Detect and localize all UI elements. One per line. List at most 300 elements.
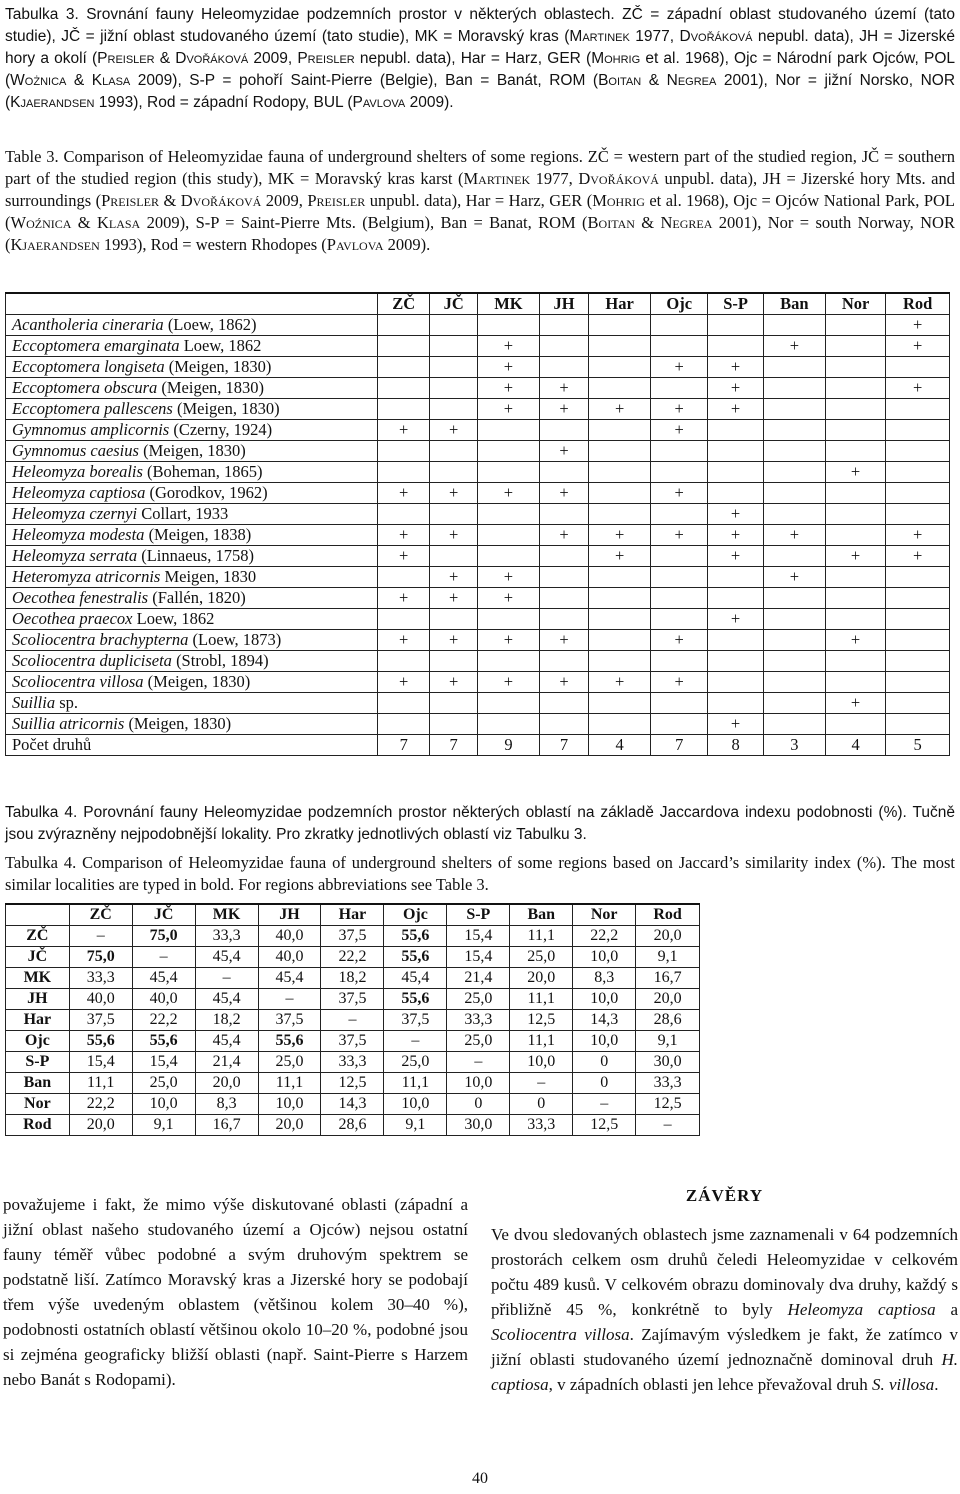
presence-cell [539, 336, 588, 357]
similarity-cell: 12,5 [573, 1115, 636, 1136]
presence-cell: + [378, 525, 430, 546]
presence-cell: + [825, 630, 885, 651]
presence-cell [378, 609, 430, 630]
presence-cell [825, 420, 885, 441]
presence-cell [430, 315, 478, 336]
presence-cell [763, 609, 825, 630]
presence-cell: + [651, 525, 708, 546]
presence-cell [763, 441, 825, 462]
similarity-cell: 37,5 [321, 989, 384, 1010]
species-name: Eccoptomera obscura [12, 378, 158, 397]
species-name: Heleomyza serrata [12, 546, 138, 565]
similarity-cell: – [510, 1073, 573, 1094]
species-name-cell [6, 315, 378, 336]
total-label: Počet druhů [6, 735, 378, 756]
presence-cell [886, 462, 950, 483]
similarity-cell: 11,1 [510, 1031, 573, 1052]
presence-cell [378, 315, 430, 336]
presence-cell [651, 504, 708, 525]
species-table [5, 292, 950, 756]
similarity-cell: 75,0 [132, 926, 195, 947]
presence-cell: + [825, 462, 885, 483]
similarity-cell: 20,0 [510, 968, 573, 989]
similarity-cell: 55,6 [258, 1031, 321, 1052]
presence-cell [651, 378, 708, 399]
presence-cell [430, 714, 478, 735]
presence-cell [378, 399, 430, 420]
presence-cell: + [430, 483, 478, 504]
table-row [6, 588, 950, 609]
presence-cell [825, 651, 885, 672]
column-header: MK [477, 293, 539, 315]
species-name: Eccoptomera pallescens [12, 399, 173, 418]
similarity-cell: – [447, 1052, 510, 1073]
species-name: Acantholeria cineraria [12, 315, 164, 334]
presence-cell [378, 714, 430, 735]
row-header: Nor [6, 1094, 70, 1115]
similarity-cell: 12,5 [636, 1094, 700, 1115]
species-author: Loew, 1862 [132, 609, 215, 628]
presence-cell: + [651, 672, 708, 693]
presence-cell [651, 651, 708, 672]
presence-cell: + [886, 315, 950, 336]
presence-cell [651, 546, 708, 567]
species-author: (Meigen, 1830) [172, 399, 280, 418]
presence-cell [763, 462, 825, 483]
presence-cell [886, 714, 950, 735]
presence-cell: + [477, 399, 539, 420]
row-header: Ojc [6, 1031, 70, 1052]
species-name: Oecothea praecox [12, 609, 133, 628]
similarity-cell: 25,0 [447, 989, 510, 1010]
table-row [6, 336, 950, 357]
presence-cell [539, 546, 588, 567]
presence-cell: + [708, 504, 764, 525]
presence-cell [708, 441, 764, 462]
presence-cell [430, 462, 478, 483]
presence-cell [539, 462, 588, 483]
total-cell: 7 [378, 735, 430, 756]
table-row [6, 357, 950, 378]
similarity-cell: 33,3 [636, 1073, 700, 1094]
species-name-cell [6, 525, 378, 546]
presence-cell: + [378, 483, 430, 504]
presence-cell [825, 567, 885, 588]
similarity-cell: 9,1 [384, 1115, 447, 1136]
similarity-cell: 55,6 [384, 926, 447, 947]
presence-cell: + [477, 336, 539, 357]
total-cell: 7 [430, 735, 478, 756]
presence-cell: + [763, 567, 825, 588]
similarity-cell: 10,0 [573, 947, 636, 968]
species-name-cell [6, 672, 378, 693]
species-name-cell [6, 441, 378, 462]
species-name: Heleomyza captiosa [12, 483, 146, 502]
presence-cell [651, 315, 708, 336]
species-name-cell [6, 336, 378, 357]
presence-cell [539, 357, 588, 378]
presence-cell [477, 609, 539, 630]
table-row [6, 525, 950, 546]
presence-cell: + [886, 546, 950, 567]
column-header: Har [321, 904, 384, 926]
presence-cell [708, 315, 764, 336]
conclusion-heading: ZÁVĚRY [685, 1186, 764, 1205]
species-name: Scoliocentra dupliciseta [12, 651, 172, 670]
presence-cell [825, 399, 885, 420]
similarity-cell: 33,3 [195, 926, 258, 947]
presence-cell: + [430, 420, 478, 441]
presence-cell: + [589, 672, 651, 693]
similarity-cell: 37,5 [321, 1031, 384, 1052]
column-header: ZČ [69, 904, 132, 926]
similarity-cell: 33,3 [321, 1052, 384, 1073]
presence-cell [477, 315, 539, 336]
presence-cell: + [708, 546, 764, 567]
species-author: (Fallén, 1820) [148, 588, 246, 607]
table-row [6, 609, 950, 630]
similarity-cell: 40,0 [258, 926, 321, 947]
presence-cell [763, 672, 825, 693]
presence-cell: + [378, 420, 430, 441]
similarity-cell: 45,4 [195, 1031, 258, 1052]
presence-cell [886, 651, 950, 672]
similarity-cell: 0 [573, 1052, 636, 1073]
similarity-cell: 14,3 [321, 1094, 384, 1115]
similarity-cell: 10,0 [258, 1094, 321, 1115]
presence-cell [763, 483, 825, 504]
table-row [6, 693, 950, 714]
species-author: (Linnaeus, 1758) [137, 546, 254, 565]
header-blank [6, 293, 378, 315]
column-header: JH [539, 293, 588, 315]
total-cell: 7 [539, 735, 588, 756]
table-row [6, 399, 950, 420]
jaccard-table [5, 903, 700, 1136]
similarity-cell: – [573, 1094, 636, 1115]
presence-cell: + [477, 483, 539, 504]
species-name-cell [6, 588, 378, 609]
species-author: (Loew, 1862) [163, 315, 257, 334]
similarity-cell: – [69, 926, 132, 947]
species-name-cell [6, 567, 378, 588]
total-cell: 4 [825, 735, 885, 756]
species-name-cell [6, 420, 378, 441]
species-author: (Meigen, 1838) [144, 525, 252, 544]
presence-cell: + [539, 441, 588, 462]
species-name: Suillia atricornis [12, 714, 125, 733]
presence-cell [886, 357, 950, 378]
presence-cell: + [589, 525, 651, 546]
row-header: MK [6, 968, 70, 989]
similarity-cell: 75,0 [69, 947, 132, 968]
presence-cell: + [539, 630, 588, 651]
presence-cell [477, 651, 539, 672]
similarity-cell: 20,0 [636, 989, 700, 1010]
presence-cell: + [477, 378, 539, 399]
similarity-cell: 33,3 [447, 1010, 510, 1031]
presence-cell [539, 315, 588, 336]
presence-cell [589, 483, 651, 504]
similarity-cell: 37,5 [321, 926, 384, 947]
presence-cell [763, 357, 825, 378]
presence-cell [708, 672, 764, 693]
similarity-cell: 11,1 [510, 926, 573, 947]
presence-cell [825, 378, 885, 399]
presence-cell [430, 336, 478, 357]
similarity-cell: 20,0 [195, 1073, 258, 1094]
presence-cell: + [430, 588, 478, 609]
presence-cell: + [651, 399, 708, 420]
presence-cell [825, 357, 885, 378]
table-row [6, 1094, 700, 1115]
presence-cell: + [378, 672, 430, 693]
presence-cell: + [886, 336, 950, 357]
species-author: (Meigen, 1830) [124, 714, 232, 733]
similarity-cell: 45,4 [258, 968, 321, 989]
presence-cell [708, 693, 764, 714]
species-name-cell [6, 546, 378, 567]
presence-cell: + [477, 672, 539, 693]
presence-cell: + [825, 546, 885, 567]
species-author: (Meigen, 1830) [138, 441, 246, 460]
presence-cell [886, 441, 950, 462]
total-cell: 8 [708, 735, 764, 756]
species-name: Eccoptomera emarginata [12, 336, 180, 355]
similarity-cell: 33,3 [510, 1115, 573, 1136]
similarity-cell: 9,1 [636, 947, 700, 968]
species-name: Gymnomus caesius [12, 441, 139, 460]
presence-cell: + [477, 630, 539, 651]
species-name-cell [6, 609, 378, 630]
species-author: sp. [55, 693, 79, 712]
presence-cell: + [708, 399, 764, 420]
presence-cell [763, 714, 825, 735]
similarity-cell: 37,5 [69, 1010, 132, 1031]
table-row [6, 441, 950, 462]
column-header: Ojc [651, 293, 708, 315]
presence-cell: + [886, 525, 950, 546]
column-header: Nor [825, 293, 885, 315]
presence-cell [651, 588, 708, 609]
presence-cell [825, 588, 885, 609]
presence-cell [539, 651, 588, 672]
species-name-cell [6, 714, 378, 735]
presence-cell [763, 546, 825, 567]
presence-cell: + [430, 630, 478, 651]
discussion-paragraph: považujeme i fakt, že mimo výše diskutované oblasti (západní a jižní oblast našeho studovaného území a Ojców) nejsou ostatní fauny téměř vůbec podobné a svým druhovým spektrem se podstatně liší. Zatímco Moravský kras a Jizerské hory se podobají třem výše uvedeným oblastem (většinou kolem 30–40 %), podobnosti ostatních oblastí většinou okolo 10–20 %, podobné jsou si zejména geograficky bližší oblasti (např. Saint-Pierre s Harzem nebo Banát s Rodopami). [3, 1195, 468, 1389]
presence-cell [886, 567, 950, 588]
species-name-cell [6, 462, 378, 483]
presence-cell: + [539, 672, 588, 693]
table-row [6, 947, 700, 968]
presence-cell: + [886, 378, 950, 399]
similarity-cell: 11,1 [258, 1073, 321, 1094]
presence-cell [539, 588, 588, 609]
species-name: Heleomyza modesta [12, 525, 145, 544]
presence-cell [589, 588, 651, 609]
presence-cell [708, 567, 764, 588]
presence-cell [651, 462, 708, 483]
similarity-cell: 0 [510, 1094, 573, 1115]
species-author: (Gorodkov, 1962) [145, 483, 268, 502]
presence-cell [708, 462, 764, 483]
presence-cell [477, 525, 539, 546]
presence-cell [539, 420, 588, 441]
species-author: (Meigen, 1830) [143, 672, 251, 691]
table-row [6, 1031, 700, 1052]
presence-cell: + [651, 357, 708, 378]
presence-cell [430, 546, 478, 567]
column-header: Rod [636, 904, 700, 926]
presence-cell [430, 651, 478, 672]
similarity-cell: 55,6 [384, 989, 447, 1010]
table-row [6, 1073, 700, 1094]
similarity-cell: – [195, 968, 258, 989]
presence-cell: + [378, 630, 430, 651]
species-name: Suillia [12, 693, 56, 712]
presence-cell [651, 336, 708, 357]
presence-cell [708, 630, 764, 651]
table-row [6, 714, 950, 735]
similarity-cell: 11,1 [510, 989, 573, 1010]
similarity-cell: 21,4 [447, 968, 510, 989]
species-name: Gymnomus amplicornis [12, 420, 170, 439]
presence-cell [477, 714, 539, 735]
similarity-cell: 45,4 [384, 968, 447, 989]
similarity-cell: – [258, 989, 321, 1010]
presence-cell [708, 420, 764, 441]
table-row [6, 630, 950, 651]
similarity-cell: 22,2 [321, 947, 384, 968]
table-row [6, 420, 950, 441]
presence-cell: + [477, 588, 539, 609]
presence-cell: + [589, 546, 651, 567]
presence-cell [825, 525, 885, 546]
column-header: Ban [763, 293, 825, 315]
presence-cell: + [539, 378, 588, 399]
similarity-cell: 28,6 [321, 1115, 384, 1136]
presence-cell: + [430, 672, 478, 693]
presence-cell: + [539, 525, 588, 546]
presence-cell [651, 567, 708, 588]
presence-cell: + [589, 399, 651, 420]
total-cell: 3 [763, 735, 825, 756]
column-header: S-P [447, 904, 510, 926]
species-author: (Meigen, 1830) [157, 378, 265, 397]
similarity-cell: – [384, 1031, 447, 1052]
presence-cell: + [708, 357, 764, 378]
similarity-cell: 45,4 [195, 947, 258, 968]
presence-cell [825, 336, 885, 357]
page-number: 40 [472, 1470, 488, 1487]
column-header: JČ [132, 904, 195, 926]
similarity-cell: 0 [573, 1073, 636, 1094]
presence-cell [825, 609, 885, 630]
similarity-cell: 11,1 [69, 1073, 132, 1094]
presence-cell [430, 357, 478, 378]
presence-cell [763, 420, 825, 441]
presence-cell [763, 315, 825, 336]
similarity-cell: 37,5 [384, 1010, 447, 1031]
presence-cell [539, 714, 588, 735]
presence-cell [477, 693, 539, 714]
presence-cell [430, 378, 478, 399]
species-author: (Boheman, 1865) [142, 462, 263, 481]
presence-cell: + [539, 399, 588, 420]
similarity-cell: 20,0 [636, 926, 700, 947]
row-header: Rod [6, 1115, 70, 1136]
presence-cell: + [763, 525, 825, 546]
presence-cell [539, 609, 588, 630]
presence-cell [763, 588, 825, 609]
species-name-cell [6, 651, 378, 672]
similarity-cell: 20,0 [258, 1115, 321, 1136]
presence-cell [477, 441, 539, 462]
column-header: S-P [708, 293, 764, 315]
species-name: Heleomyza borealis [12, 462, 143, 481]
presence-cell [886, 630, 950, 651]
presence-cell: + [378, 588, 430, 609]
total-cell: 9 [477, 735, 539, 756]
similarity-cell: 18,2 [195, 1010, 258, 1031]
column-header: ZČ [378, 293, 430, 315]
column-header: Ojc [384, 904, 447, 926]
similarity-cell: 16,7 [195, 1115, 258, 1136]
similarity-cell: 28,6 [636, 1010, 700, 1031]
similarity-cell: 30,0 [447, 1115, 510, 1136]
species-name-cell [6, 693, 378, 714]
presence-cell [763, 504, 825, 525]
presence-cell [886, 672, 950, 693]
presence-cell [589, 714, 651, 735]
presence-cell [589, 315, 651, 336]
species-author: Loew, 1862 [179, 336, 262, 355]
presence-cell: + [430, 567, 478, 588]
similarity-cell: 18,2 [321, 968, 384, 989]
presence-cell [589, 441, 651, 462]
table-row [6, 1052, 700, 1073]
similarity-cell: 12,5 [321, 1073, 384, 1094]
similarity-cell: 11,1 [384, 1073, 447, 1094]
presence-cell [825, 672, 885, 693]
total-cell: 5 [886, 735, 950, 756]
presence-cell: + [539, 483, 588, 504]
presence-cell [378, 651, 430, 672]
header-blank [6, 904, 70, 926]
presence-cell: + [477, 357, 539, 378]
row-header: JČ [6, 947, 70, 968]
column-header: MK [195, 904, 258, 926]
table-row [6, 989, 700, 1010]
presence-cell [477, 504, 539, 525]
similarity-cell: 15,4 [132, 1052, 195, 1073]
similarity-cell: 45,4 [195, 989, 258, 1010]
presence-cell [378, 441, 430, 462]
presence-cell [589, 567, 651, 588]
similarity-cell: 55,6 [69, 1031, 132, 1052]
similarity-cell: 25,0 [510, 947, 573, 968]
table-row [6, 672, 950, 693]
table-row [6, 968, 700, 989]
presence-cell [477, 420, 539, 441]
presence-cell [763, 693, 825, 714]
presence-cell [378, 378, 430, 399]
row-header: Har [6, 1010, 70, 1031]
row-header: JH [6, 989, 70, 1010]
similarity-cell: 30,0 [636, 1052, 700, 1073]
row-header: Ban [6, 1073, 70, 1094]
